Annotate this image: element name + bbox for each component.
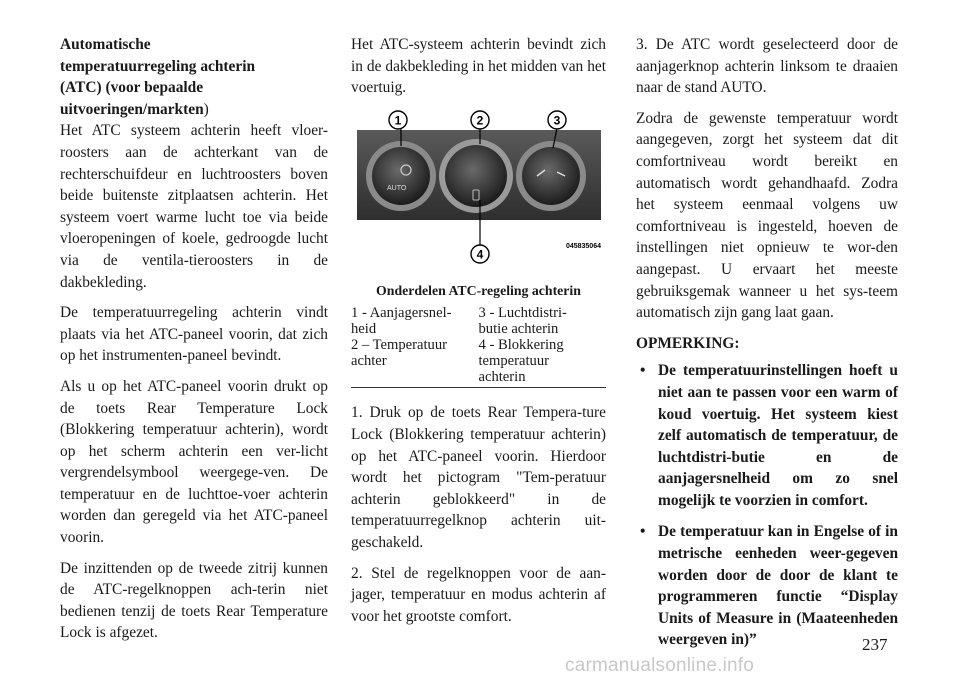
atc-panel-illustration [351,108,606,278]
figure-caption: Onderdelen ATC-regeling achterin [376,282,581,298]
auto-label: AUTO [387,184,407,192]
column-middle [351,34,606,636]
note-list [636,360,898,651]
paragraph: Als u op het ATC-paneel voorin drukt op de toets Rear Temperature Lock (Blokkering temperatuur achterin), wordt op het scherm achterin een ver-licht vergrendelsymbool weergege-ven. De temperatuur en de luchttoe-voer achterin worden dan geregeld via het ATC-paneel voorin. [60,377,328,547]
legend-right: 3 - Luchtdistri- butie achterin 4 - Blokkering temperatuur achterin [478,305,567,386]
legend-left: 1 - Aanjagersnel- heid 2 – Temperatuur achter [351,305,452,370]
callout-3: 3 [553,113,561,128]
page-number: 237 [862,635,888,654]
step-3: 3. De ATC wordt geselecteerd door de aanjagerknop achterin linksom te draaien naar de stand AUTO. [636,36,898,97]
callout-2: 2 [476,113,484,128]
blower-knob [372,147,430,205]
callout-4: 4 [476,247,484,262]
step-2: 2. Stel de regelknoppen voor de aan-jager, temperatuur en modus achterin af voor het grootste comfort. [351,564,606,625]
note-item: • De temperatuurinstellingen hoeft u niet aan te passen voor een warm of koud voertuig. Het systeem kiest zelf automatisch de temperatuur, de luchtdistri-butie en de aanjagersnelheid om zo snel mogelijk te voorzien in comfort. [640,362,898,509]
paragraph: Het ATC-systeem achterin bevindt zich in de dakbekleding in het midden van het voertuig. [351,36,606,97]
note-item: • De temperatuur kan in Engelse of in metrische eenheden weer-gegeven worden door de door de klant te programmeren functie “Display Units of Measure in (Maateenheden weergeven in)” [640,523,898,649]
mode-knob [522,147,580,205]
paragraph: Het ATC systeem achterin heeft vloer-roosters aan de achterkant van de rechterschuifdeur en luchtroosters boven beide buitenste zitplaatsen achterin. Het systeem voert warme lucht toe via beide vloeropeningen of koele, gedroogde lucht via de ventila-tieroosters in de dakbekleding. [60,122,328,291]
note-title: OPMERKING: [636,334,740,352]
column-left [60,34,328,653]
paragraph: De temperatuurregeling achterin vindt plaats via het ATC-paneel voorin, dat zich op het instrumenten-paneel bevindt. [60,304,328,365]
step-1: 1. Druk op de toets Rear Tempera-ture Lock (Blokkering temperatuur achterin) op het ATC-paneel voorin. Hierdoor wordt het pictogram "Tem-peratuur achterin geblokkeerd" in de temperatuurregelknop achterin uit-geschakeld. [351,404,606,551]
paragraph: Zodra de gewenste temperatuur wordt aangegeven, zorgt het systeem dat dit comfortniveau wordt bereikt en automatisch wordt gehandhaafd. Zodra het systeem eenmaal volgens uw comfortniveau is ingesteld, hoeven de instellingen niet opnieuw te wor-den aangepast. U ervaart het meeste gebruiksgemak wanneer u het sys-teem automatisch zijn gang laat gaan. [636,109,898,322]
watermark: carmanualsonline.info [565,655,755,676]
atc-panel-figure [351,108,606,278]
temperature-knob [445,145,507,207]
figure-legend [351,305,606,388]
figure-code: 045835064 [565,242,601,250]
section-heading: Automatische temperatuurregeling achterin (ATC) (voor bepaalde uitvoeringen/markten) [60,36,256,118]
callout-1: 1 [394,113,402,128]
column-right [636,34,898,661]
paragraph: De inzittenden op de tweede zitrij kunnen de ATC-regelknoppen ach-terin niet bedienen tenzij de toets Rear Temperature Lock is afgezet. [60,559,328,642]
